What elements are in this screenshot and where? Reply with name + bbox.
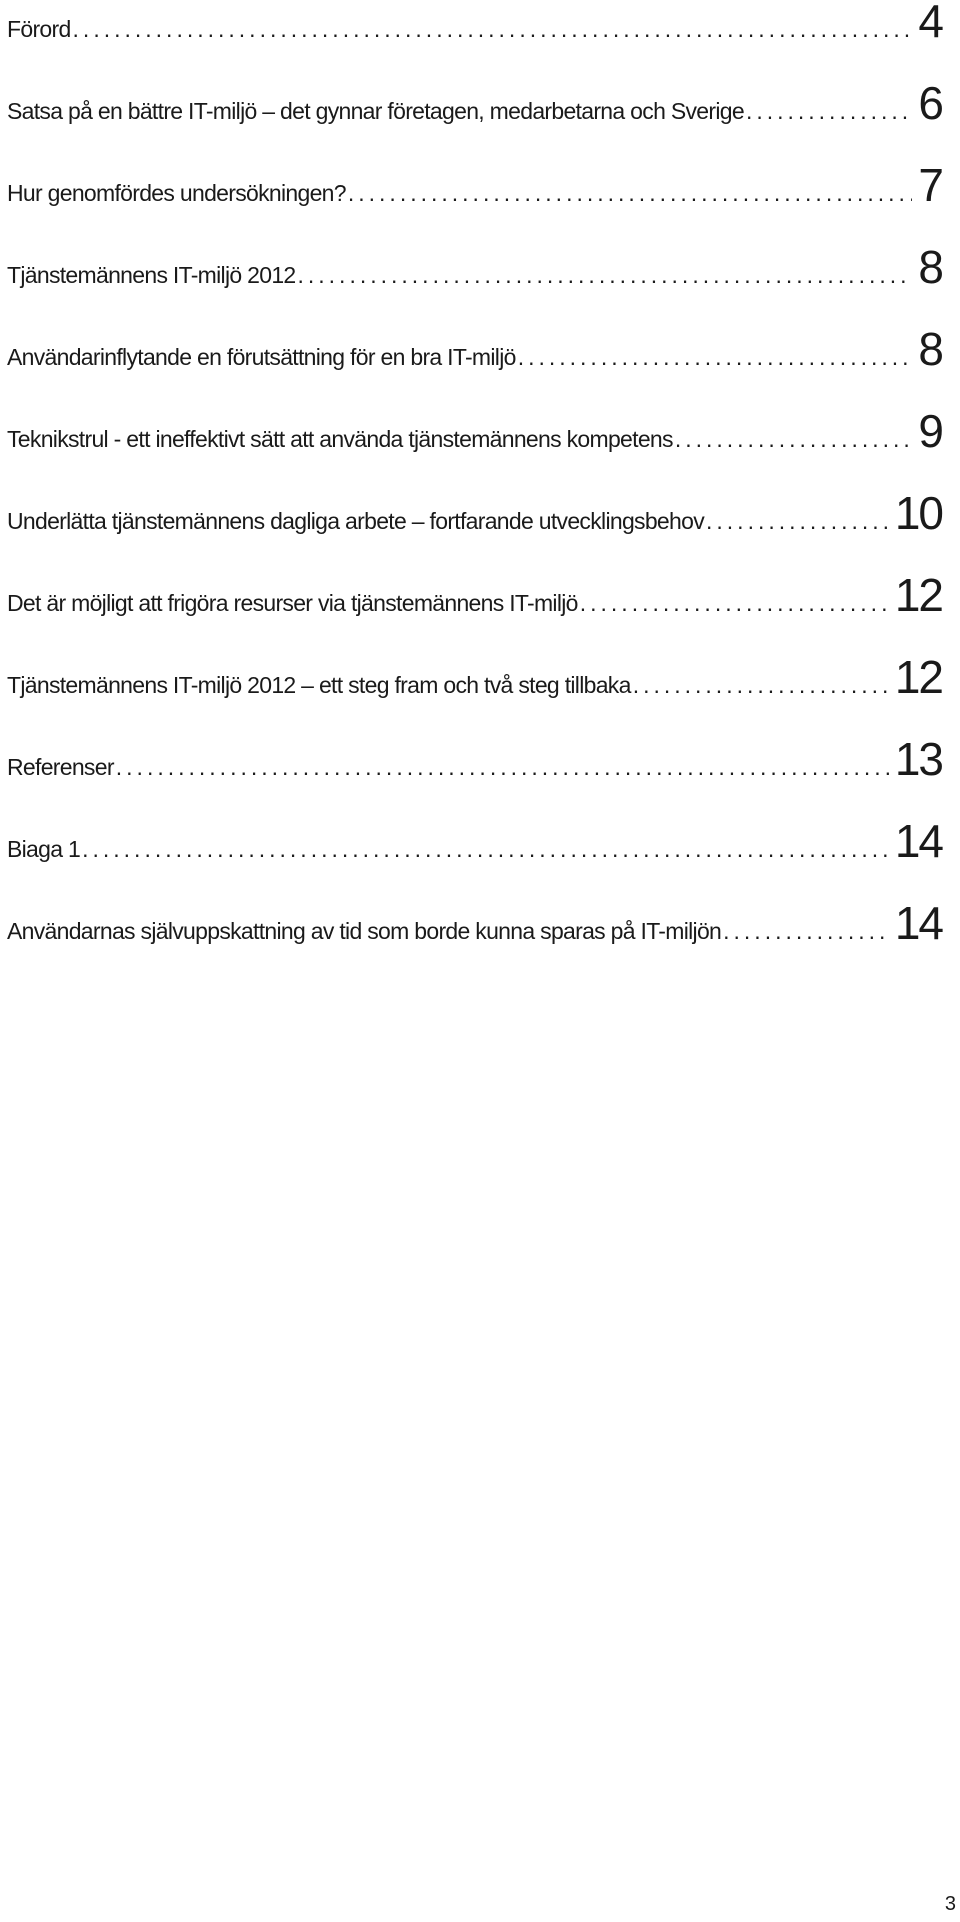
toc-entry-teknikstrul[interactable] — [7, 372, 942, 457]
dot-leader — [116, 756, 889, 782]
toc-entry-page: 8 — [918, 241, 942, 293]
toc-entry-title: Underlätta tjänstemännens dagliga arbete – fortfarande utvecklingsbehov — [7, 508, 705, 534]
toc-entry-title: Förord — [7, 16, 71, 42]
toc-entry-page: 7 — [918, 159, 942, 211]
page-number: 3 — [944, 1893, 956, 1915]
toc-entry-referenser[interactable] — [7, 700, 942, 785]
dot-leader — [82, 838, 889, 864]
dot-leader — [746, 100, 912, 126]
toc-entry-page: 12 — [894, 569, 942, 621]
dot-leader — [348, 182, 913, 208]
toc-entry-title: Hur genomfördes undersökningen? — [7, 180, 346, 206]
dot-leader — [298, 264, 913, 290]
table-of-contents — [7, 0, 942, 949]
toc-entry-biaga-1[interactable] — [7, 782, 942, 867]
toc-entry-page: 10 — [894, 487, 942, 539]
dot-leader — [633, 674, 889, 700]
toc-entry-underlatta[interactable] — [7, 454, 942, 539]
toc-entry-steg-fram[interactable] — [7, 618, 942, 703]
dot-leader — [518, 346, 913, 372]
toc-entry-anvandarinflytande[interactable] — [7, 290, 942, 375]
toc-entry-title: Teknikstrul - ett ineffektivt sätt att använda tjänstemännens kompetens — [7, 426, 673, 452]
toc-entry-page: 6 — [918, 77, 942, 129]
toc-entry-title: Det är möjligt att frigöra resurser via tjänstemännens IT-miljö — [7, 590, 578, 616]
toc-entry-forord[interactable] — [7, 0, 942, 47]
dot-leader — [580, 592, 889, 618]
toc-entry-frigora-resurser[interactable] — [7, 536, 942, 621]
toc-entry-title: Tjänstemännens IT-miljö 2012 – ett steg fram och två steg tillbaka — [7, 672, 631, 698]
toc-entry-undersokningen[interactable] — [7, 126, 942, 211]
toc-entry-page: 4 — [918, 0, 942, 47]
toc-entry-page: 12 — [894, 651, 942, 703]
toc-entry-page: 9 — [918, 405, 942, 457]
toc-entry-it-miljo-2012[interactable] — [7, 208, 942, 293]
toc-entry-page: 8 — [918, 323, 942, 375]
toc-entry-title: Tjänstemännens IT-miljö 2012 — [7, 262, 296, 288]
toc-entry-page: 14 — [894, 897, 942, 949]
toc-entry-satsa[interactable] — [7, 44, 942, 129]
dot-leader — [675, 428, 913, 454]
toc-entry-title: Användarinflytande en förutsättning för en bra IT-miljö — [7, 344, 516, 370]
toc-entry-sjalvuppskattning[interactable] — [7, 864, 942, 949]
dot-leader — [73, 18, 913, 44]
toc-entry-title: Biaga 1 — [7, 836, 81, 862]
toc-entry-title: Satsa på en bättre IT-miljö – det gynnar företagen, medarbetarna och Sverige — [7, 98, 744, 124]
dot-leader — [723, 920, 889, 946]
toc-entry-title: Användarnas självuppskattning av tid som borde kunna sparas på IT-miljön — [7, 918, 722, 944]
toc-entry-title: Referenser — [7, 754, 114, 780]
dot-leader — [706, 510, 889, 536]
toc-entry-page: 14 — [894, 815, 942, 867]
toc-entry-page: 13 — [894, 733, 942, 785]
